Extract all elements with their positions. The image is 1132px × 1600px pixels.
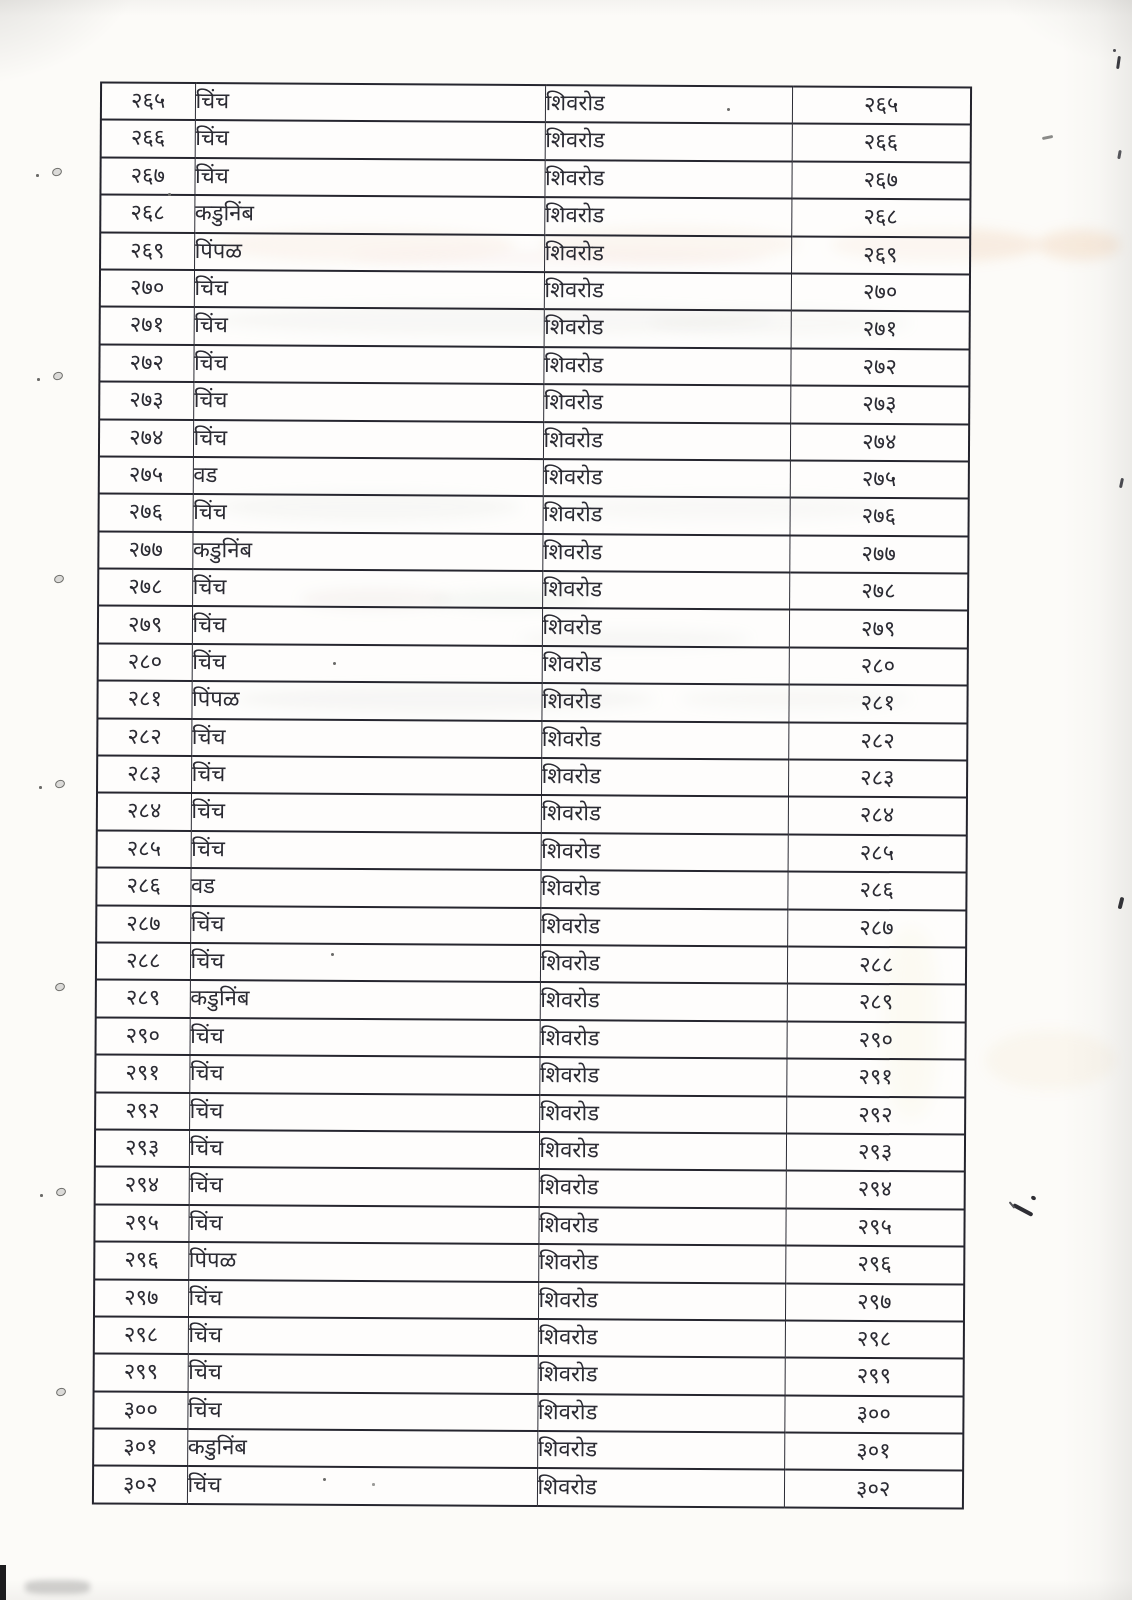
table-row (100, 232, 970, 274)
cell-serial-no: २९४ (95, 1167, 189, 1205)
cell-tree-name: चिंच (191, 756, 541, 795)
cell-serial-no-repeat: २७६ (790, 498, 969, 536)
ink-speck (1116, 56, 1121, 69)
cell-serial-no-repeat: २८० (789, 647, 968, 685)
ink-speck (36, 174, 39, 177)
cell-serial-no-repeat: २८३ (788, 760, 967, 798)
pen-mark (1009, 1201, 1016, 1208)
cell-tree-name: चिंच (192, 607, 542, 646)
cell-serial-no: २८९ (96, 980, 190, 1018)
bleed-through-smudge (985, 1030, 1115, 1090)
cell-serial-no-repeat: २७३ (790, 386, 969, 424)
cell-tree-name: चिंच (195, 83, 545, 122)
table-row (98, 643, 968, 685)
cell-tree-name: चिंच (191, 719, 541, 758)
cell-village: शिवरोड (540, 908, 787, 947)
ink-speck (39, 786, 42, 789)
cell-tree-name: चिंच (188, 1317, 538, 1356)
cell-serial-no-repeat: २८६ (787, 872, 966, 910)
cell-tree-name: चिंच (193, 382, 543, 421)
table-row (94, 1316, 964, 1358)
cell-serial-no: २८२ (97, 718, 191, 756)
cell-village: शिवरोड (541, 795, 788, 834)
cell-serial-no-repeat: २७२ (790, 348, 969, 386)
cell-tree-name: चिंच (187, 1392, 537, 1431)
cell-serial-no: ३०२ (93, 1466, 187, 1504)
table-row (95, 1129, 965, 1171)
table-row (99, 494, 969, 536)
cell-tree-name: कडुनिंब (187, 1429, 537, 1468)
cell-village: शिवरोड (539, 1169, 786, 1208)
table-row (100, 195, 970, 237)
ink-speck (1118, 897, 1124, 909)
table-row (96, 868, 966, 910)
pen-mark (1030, 1195, 1036, 1201)
table-row (94, 1279, 964, 1321)
cell-serial-no: २९१ (95, 1055, 189, 1093)
ink-speck (55, 1387, 67, 1398)
cell-village: शिवरोड (541, 758, 788, 797)
cell-tree-name: चिंच (188, 1280, 538, 1319)
cell-serial-no-repeat: २९३ (786, 1133, 965, 1171)
cell-serial-no: २६५ (101, 83, 195, 121)
cell-serial-no: २७२ (99, 344, 193, 382)
cell-serial-no-repeat: २६५ (792, 86, 971, 124)
cell-serial-no: २७८ (98, 569, 192, 607)
cell-serial-no: २९९ (94, 1354, 188, 1392)
cell-village: शिवरोड (544, 235, 791, 274)
cell-village: शिवरोड (537, 1468, 784, 1507)
cell-serial-no-repeat: २७७ (789, 535, 968, 573)
table-row (101, 120, 971, 162)
scan-edge-mark (0, 1565, 6, 1600)
cell-tree-name: चिंच (190, 906, 540, 945)
cell-serial-no-repeat: २७० (791, 273, 970, 311)
cell-serial-no: २९५ (94, 1204, 188, 1242)
cell-village: शिवरोड (544, 272, 791, 311)
cell-serial-no: २९० (95, 1017, 189, 1055)
table-row (93, 1466, 963, 1508)
cell-tree-name: चिंच (194, 270, 544, 309)
cell-village: शिवरोड (543, 384, 790, 423)
cell-serial-no-repeat: २७८ (789, 573, 968, 611)
bleed-through-smudge (1038, 230, 1120, 260)
tree-table-body (93, 83, 971, 1509)
tree-register-table (92, 82, 972, 1510)
cell-tree-name: चिंच (191, 831, 541, 870)
cell-village: शिवरोड (538, 1244, 785, 1283)
cell-serial-no-repeat: २९८ (785, 1320, 964, 1358)
cell-serial-no: ३०१ (93, 1429, 187, 1467)
cell-serial-no-repeat: ३०० (784, 1395, 963, 1433)
cell-serial-no: २८७ (96, 905, 190, 943)
cell-tree-name: वड (193, 457, 543, 496)
table-row (99, 382, 969, 424)
cell-tree-name: चिंच (194, 307, 544, 346)
cell-serial-no: २८० (98, 643, 192, 681)
cell-serial-no-repeat: २६६ (792, 124, 971, 162)
cell-tree-name: चिंच (193, 420, 543, 459)
cell-village: शिवरोड (540, 870, 787, 909)
cell-serial-no: २७९ (98, 606, 192, 644)
cell-serial-no: २९८ (94, 1316, 188, 1354)
cell-serial-no-repeat: २७४ (790, 423, 969, 461)
cell-serial-no-repeat: २९४ (786, 1171, 965, 1209)
table-row (99, 456, 969, 498)
cell-tree-name: चिंच (194, 158, 544, 197)
ink-speck (53, 574, 65, 585)
cell-village: शिवरोड (540, 945, 787, 984)
cell-serial-no-repeat: २८२ (788, 722, 967, 760)
cell-serial-no-repeat: २८१ (788, 685, 967, 723)
cell-serial-no-repeat: ३०१ (784, 1433, 963, 1471)
cell-village: शिवरोड (542, 646, 789, 685)
cell-serial-no: ३०० (93, 1391, 187, 1429)
cell-serial-no: २९६ (94, 1242, 188, 1280)
table-row (94, 1242, 964, 1284)
ink-speck (1117, 150, 1121, 159)
table-row (97, 681, 967, 723)
cell-village: शिवरोड (545, 122, 792, 161)
table-row (97, 830, 967, 872)
cell-serial-no: २६६ (101, 120, 195, 158)
table-row (96, 980, 966, 1022)
cell-serial-no-repeat: २६७ (791, 161, 970, 199)
cell-tree-name: चिंच (191, 793, 541, 832)
ink-speck (51, 167, 63, 178)
cell-serial-no-repeat: २७१ (791, 311, 970, 349)
cell-village: शिवरोड (544, 197, 791, 236)
table-row (95, 1017, 965, 1059)
cell-village: शिवरोड (539, 1020, 786, 1059)
cell-serial-no: २७५ (99, 456, 193, 494)
cell-tree-name: कडुनिंब (192, 532, 542, 571)
table-row (99, 419, 969, 461)
cell-serial-no: २९२ (95, 1092, 189, 1130)
table-row (95, 1167, 965, 1209)
cell-tree-name: चिंच (187, 1466, 537, 1505)
cell-tree-name: चिंच (189, 1167, 539, 1206)
cell-tree-name: चिंच (188, 1354, 538, 1393)
table-row (100, 157, 970, 199)
cell-tree-name: कडुनिंब (194, 195, 544, 234)
cell-serial-no: २८६ (96, 868, 190, 906)
cell-serial-no: २७० (100, 269, 194, 307)
cell-village: शिवरोड (541, 833, 788, 872)
table-row (97, 718, 967, 760)
table-row (94, 1354, 964, 1396)
cell-serial-no: २७६ (99, 494, 193, 532)
cell-serial-no: २८३ (97, 756, 191, 794)
cell-serial-no: २८१ (97, 681, 191, 719)
cell-tree-name: पिंपळ (188, 1242, 538, 1281)
cell-serial-no-repeat: २८९ (787, 984, 966, 1022)
cell-serial-no: २६७ (100, 157, 194, 195)
cell-serial-no-repeat: २८७ (787, 909, 966, 947)
cell-tree-name: वड (190, 868, 540, 907)
cell-tree-name: चिंच (193, 494, 543, 533)
cell-serial-no: २८४ (97, 793, 191, 831)
cell-serial-no-repeat: २९० (786, 1021, 965, 1059)
ink-speck (55, 1187, 67, 1198)
cell-serial-no-repeat: २८५ (788, 834, 967, 872)
cell-serial-no-repeat: २८८ (787, 946, 966, 984)
table-row (93, 1391, 963, 1433)
cell-tree-name: चिंच (189, 1055, 539, 1094)
cell-serial-no-repeat: २९५ (785, 1208, 964, 1246)
cell-serial-no: २७३ (99, 382, 193, 420)
cell-village: शिवरोड (543, 459, 790, 498)
cell-serial-no-repeat: २८४ (788, 797, 967, 835)
cell-serial-no-repeat: २७९ (789, 610, 968, 648)
cell-village: शिवरोड (539, 1132, 786, 1171)
cell-village: शिवरोड (542, 571, 789, 610)
cell-tree-name: चिंच (192, 644, 542, 683)
cell-serial-no-repeat: २९१ (786, 1059, 965, 1097)
cell-serial-no: २८५ (97, 830, 191, 868)
cell-village: शिवरोड (539, 1095, 786, 1134)
table-row (97, 756, 967, 798)
ink-speck (1119, 478, 1124, 488)
table-row (101, 83, 971, 125)
cell-serial-no: २९७ (94, 1279, 188, 1317)
ink-speck (54, 779, 66, 790)
cell-serial-no-repeat: २९६ (785, 1246, 964, 1284)
cell-tree-name: चिंच (192, 569, 542, 608)
cell-serial-no-repeat: २६८ (791, 199, 970, 237)
cell-serial-no: २७७ (98, 531, 192, 569)
cell-tree-name: चिंच (188, 1205, 538, 1244)
cell-serial-no: २९३ (95, 1129, 189, 1167)
cell-serial-no-repeat: २६९ (791, 236, 970, 274)
cell-village: शिवरोड (537, 1394, 784, 1433)
cell-serial-no: २७४ (99, 419, 193, 457)
table-row (98, 606, 968, 648)
table-row (96, 905, 966, 947)
table-row (98, 569, 968, 611)
cell-tree-name: चिंच (189, 1130, 539, 1169)
ink-speck (37, 378, 40, 381)
table-row (99, 344, 969, 386)
cell-serial-no-repeat: २९९ (785, 1358, 964, 1396)
cell-tree-name: चिंच (190, 943, 540, 982)
table-row (100, 269, 970, 311)
table-row (95, 1092, 965, 1134)
cell-village: शिवरोड (542, 534, 789, 573)
cell-serial-no-repeat: २९७ (785, 1283, 964, 1321)
cell-serial-no: २६९ (100, 232, 194, 270)
ink-speck (52, 371, 64, 382)
cell-village: शिवरोड (539, 1057, 786, 1096)
table-row (94, 1204, 964, 1246)
table-row (96, 942, 966, 984)
ink-speck (40, 1194, 43, 1197)
cell-serial-no: २८८ (96, 942, 190, 980)
cell-serial-no: २७१ (100, 307, 194, 345)
cell-village: शिवरोड (538, 1207, 785, 1246)
cell-village: शिवरोड (542, 609, 789, 648)
cell-village: शिवरोड (544, 160, 791, 199)
cell-village: शिवरोड (540, 982, 787, 1021)
table-row (95, 1055, 965, 1097)
cell-serial-no-repeat: ३०२ (784, 1470, 963, 1508)
cell-village: शिवरोड (538, 1319, 785, 1358)
cell-village: शिवरोड (543, 496, 790, 535)
cell-tree-name: चिंच (193, 345, 543, 384)
table-row (98, 531, 968, 573)
ink-speck (1042, 135, 1053, 140)
cell-village: शिवरोड (543, 347, 790, 386)
ink-speck (54, 982, 66, 993)
pen-mark (1012, 1203, 1033, 1216)
cell-village: शिवरोड (538, 1282, 785, 1321)
cell-village: शिवरोड (543, 422, 790, 461)
cell-tree-name: पिंपळ (194, 233, 544, 272)
table-row (97, 793, 967, 835)
cell-serial-no: २६८ (100, 195, 194, 233)
ink-speck (1113, 49, 1116, 52)
table-row (100, 307, 970, 349)
cell-village: शिवरोड (538, 1356, 785, 1395)
cell-tree-name: चिंच (195, 120, 545, 159)
cell-tree-name: चिंच (189, 1093, 539, 1132)
cell-serial-no-repeat: २९२ (786, 1096, 965, 1134)
cell-village: शिवरोड (541, 683, 788, 722)
cell-village: शिवरोड (541, 721, 788, 760)
cell-village: शिवरोड (545, 85, 792, 124)
scan-edge-smudge (25, 1580, 90, 1594)
cell-village: शिवरोड (537, 1431, 784, 1470)
cell-tree-name: पिंपळ (191, 681, 541, 720)
cell-tree-name: चिंच (189, 1018, 539, 1057)
cell-village: शिवरोड (544, 309, 791, 348)
table-row (93, 1429, 963, 1471)
cell-tree-name: कडुनिंब (190, 980, 540, 1019)
cell-serial-no-repeat: २७५ (790, 460, 969, 498)
